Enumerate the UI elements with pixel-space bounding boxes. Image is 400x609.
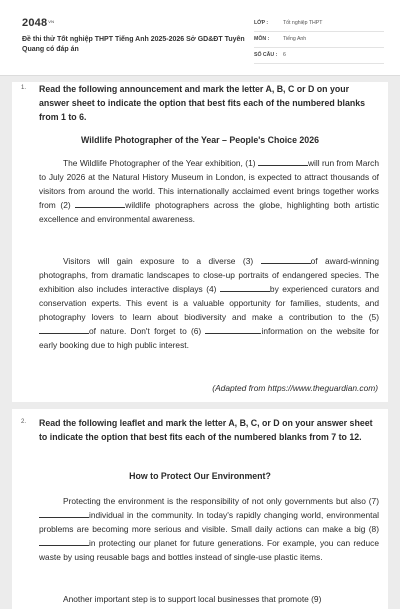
blank-5[interactable] bbox=[39, 326, 89, 334]
meta-value: Tốt nghiệp THPT bbox=[283, 20, 323, 26]
logo-suffix: VN bbox=[48, 19, 55, 24]
meta-label: SỐ CÂU : bbox=[254, 52, 278, 58]
question-instruction: Read the following leaflet and mark the letter A, B, C, or D on your answer sheet to indicate the option that best fits each of the numbered blanks from 7 to 12. bbox=[39, 418, 373, 442]
blank-7[interactable] bbox=[39, 510, 89, 518]
passage-title: Wildlife Photographer of the Year – People's Choice 2026 bbox=[81, 135, 319, 145]
question-card-2 bbox=[12, 409, 388, 609]
meta-row-question-count bbox=[254, 48, 384, 64]
meta-label: LỚP : bbox=[254, 20, 269, 26]
blank-4[interactable] bbox=[220, 284, 270, 292]
passage-paragraph: Visitors will gain exposure to a diverse (3) of award-winning photographs, from dramatic landscapes to close-up portraits of endangered species. The exhibition also includes interactive displays (4) by experienced curators and conservation experts. This event is a valuable opportunity for families, students, and photography lovers to learn about biodiversity and make a contribution to the (5) of nature. Don't forget to (6) information on the website for early booking due to high public interest. bbox=[39, 256, 379, 350]
question-number: 2. bbox=[21, 419, 27, 425]
passage-paragraph: Another important step is to support local businesses that promote (9) bbox=[63, 594, 322, 604]
blank-2[interactable] bbox=[75, 200, 125, 208]
page-header bbox=[0, 0, 400, 76]
passage-title: How to Protect Our Environment? bbox=[129, 471, 271, 481]
blank-8[interactable] bbox=[39, 538, 89, 546]
blank-1[interactable] bbox=[258, 158, 308, 166]
exam-title: Đề thi thử Tốt nghiệp THPT Tiếng Anh 2025-2026 Sở GD&ĐT Tuyên Quang có đáp án bbox=[22, 36, 245, 53]
meta-row-class bbox=[254, 16, 384, 32]
meta-label: MÔN : bbox=[254, 36, 270, 42]
question-card-1 bbox=[12, 82, 388, 402]
meta-value: Tiếng Anh bbox=[283, 36, 307, 42]
question-instruction: Read the following announcement and mark the letter A, B, C or D on your answer sheet to indicate the option that best fits each of the numbered blanks from 1 to 6. bbox=[39, 84, 366, 122]
meta-value: 6 bbox=[283, 52, 286, 58]
blank-3[interactable] bbox=[261, 256, 311, 264]
passage-paragraph: The Wildlife Photographer of the Year exhibition, (1) will run from March to July 2026 at the Natural History Museum in London, is expected to attract thousands of visitors from around the world. This internationally acclaimed event brings together works from (2) wildlife photographers across the globe, highlighting both artistic excellence and environmental awareness. bbox=[39, 158, 380, 224]
passage-source: (Adapted from https://www.theguardian.com) bbox=[212, 383, 378, 393]
exam-meta bbox=[254, 16, 384, 64]
blank-6[interactable] bbox=[205, 326, 261, 334]
question-number: 1. bbox=[21, 85, 27, 91]
meta-row-subject bbox=[254, 32, 384, 48]
passage-paragraph: Protecting the environment is the responsibility of not only governments but also (7) individual in the community. In today's rapidly changing world, environmental problems are becoming more serious and visible. Small daily actions can make a big (8) in protecting our planet for future generations. For example, you can reduce waste by using reusable bags and bottles instead of single-use plastic items. bbox=[39, 496, 379, 562]
site-logo[interactable]: $2048^{VN}$ bbox=[22, 17, 55, 29]
